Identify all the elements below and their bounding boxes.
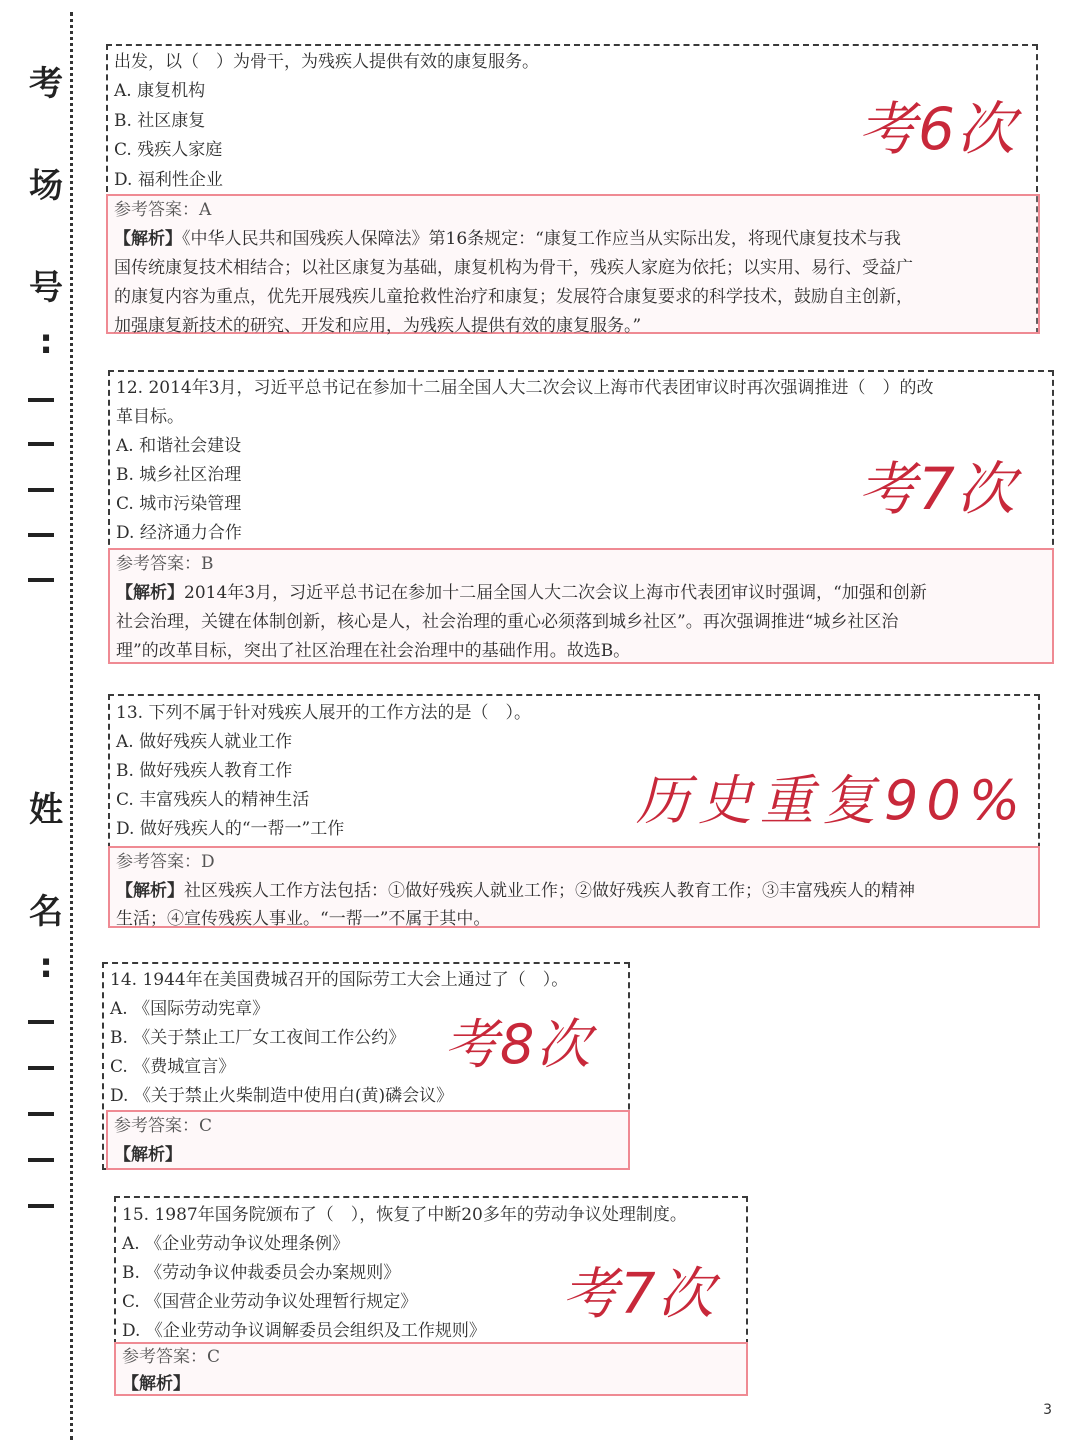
answer-box (106, 194, 1040, 334)
handwritten-note: 考8次 (444, 1013, 593, 1076)
binding-margin (0, 0, 90, 1440)
option-d: D. 《企业劳动争议调解委员会组织及工作规则》 (122, 1321, 486, 1341)
option-c: C. 《费城宣言》 (110, 1057, 236, 1077)
question-block-14 (102, 962, 630, 1170)
question-stem: 出发，以（ ）为骨干，为残疾人提供有效的康复服务。 (114, 52, 539, 72)
answer-box (108, 846, 1040, 928)
exam-room-colon: : (39, 322, 53, 362)
reference-answer: 参考答案：C (114, 1116, 213, 1136)
handwritten-note: 考6次 (858, 95, 1017, 163)
option-b: B. 社区康复 (114, 111, 206, 131)
option-c: C. 残疾人家庭 (114, 140, 223, 160)
name-blank (28, 1066, 54, 1070)
option-d: D. 做好残疾人的“一帮一”工作 (116, 819, 345, 839)
option-d: D. 经济通力合作 (116, 523, 242, 543)
option-c: C. 丰富残疾人的精神生活 (116, 790, 310, 810)
handwritten-note: 历史重复90% (636, 769, 1029, 832)
name-blank (28, 1158, 54, 1162)
exam-room-blank (28, 488, 54, 492)
analysis-text: 《中华人民共和国残疾人保障法》第16条规定：“康复工作应当从实际出发，将现代康复技术与我 (182, 229, 901, 249)
analysis-line: 生活；④宣传残疾人事业。“一帮一”不属于其中。 (116, 909, 491, 929)
analysis-line: 的康复内容为重点，优先开展残疾儿童抢救性治疗和康复；发展符合康复要求的科学技术，鼓励自主创新， (114, 287, 913, 307)
name-char-1: 姓 (29, 790, 63, 830)
question-stem: 12. 2014年3月，习近平总书记在参加十二届全国人大二次会议上海市代表团审议时再次强调推进（ ）的改 (116, 378, 934, 398)
question-block-12 (108, 370, 1054, 664)
answer-box (108, 548, 1054, 664)
page-number: 3 (1043, 1402, 1052, 1418)
question-stem: 15. 1987年国务院颁布了（ ），恢复了中断20多年的劳动争议处理制度。 (122, 1205, 687, 1225)
answer-box (114, 1342, 748, 1396)
reference-answer: 参考答案：C (122, 1347, 221, 1367)
exam-room-blank (28, 578, 54, 582)
exam-room-blank (28, 533, 54, 537)
analysis-line: 理”的改革目标，突出了社区治理在社会治理中的基础作用。故选B。 (116, 641, 631, 661)
reference-answer: 参考答案：D (116, 852, 215, 872)
exam-room-char-3: 号 (29, 268, 63, 308)
option-d: D. 福利性企业 (114, 170, 223, 190)
option-a: A. 《企业劳动争议处理条例》 (122, 1234, 350, 1254)
option-b: B. 《关于禁止工厂女工夜间工作公约》 (110, 1028, 406, 1048)
analysis-label: 【解析】 (116, 881, 184, 901)
binding-dotted-line (70, 12, 73, 1440)
option-b: B. 做好残疾人教育工作 (116, 761, 293, 781)
name-colon: : (39, 946, 53, 986)
analysis-label: 【解析】 (122, 1374, 190, 1394)
analysis-line: 社会治理，关键在体制创新，核心是人，社会治理的重心必须落到城乡社区”。再次强调推进“城乡社区治 (116, 612, 899, 632)
exam-room-blank (28, 442, 54, 446)
question-stem: 14. 1944年在美国费城召开的国际劳工大会上通过了（ ）。 (110, 970, 569, 990)
question-stem: 13. 下列不属于针对残疾人展开的工作方法的是（ ）。 (116, 703, 531, 723)
analysis-label: 【解析】 (114, 229, 182, 249)
question-block-13 (108, 694, 1040, 928)
analysis-line (114, 228, 901, 250)
option-a: A. 做好残疾人就业工作 (116, 732, 293, 752)
exam-room-char-1: 考 (29, 64, 63, 104)
answer-box (106, 1110, 630, 1170)
question-block-15 (114, 1196, 748, 1396)
analysis-line (116, 880, 915, 902)
analysis-text: 2014年3月，习近平总书记在参加十二届全国人大二次会议上海市代表团审议时强调，“加强和创新 (184, 583, 927, 603)
name-char-2: 名 (29, 892, 63, 932)
handwritten-note: 考7次 (562, 1262, 716, 1327)
name-blank (28, 1204, 54, 1208)
name-blank (28, 1020, 54, 1024)
name-blank (28, 1112, 54, 1116)
option-a: A. 康复机构 (114, 81, 206, 101)
reference-answer: 参考答案：A (114, 200, 212, 220)
analysis-line: 国传统康复技术相结合；以社区康复为基础，康复机构为骨干，残疾人家庭为依托；以实用、易行、受益广 (114, 258, 913, 278)
option-a: A. 和谐社会建设 (116, 436, 242, 456)
handwritten-note: 考7次 (858, 455, 1017, 523)
option-b: B. 城乡社区治理 (116, 465, 242, 485)
analysis-line (116, 582, 927, 604)
option-d: D. 《关于禁止火柴制造中使用白(黄)磷会议》 (110, 1086, 454, 1106)
analysis-text: 社区残疾人工作方法包括：①做好残疾人就业工作；②做好残疾人教育工作；③丰富残疾人的精神 (184, 881, 915, 901)
option-a: A. 《国际劳动宪章》 (110, 999, 270, 1019)
analysis-label: 【解析】 (114, 1145, 182, 1165)
exam-room-char-2: 场 (29, 166, 63, 206)
question-stem-cont: 革目标。 (116, 407, 184, 427)
analysis-label: 【解析】 (116, 583, 184, 603)
option-c: C. 城市污染管理 (116, 494, 242, 514)
analysis-line: 加强康复新技术的研究、开发和应用，为残疾人提供有效的康复服务。” (114, 316, 642, 336)
question-block-11 (106, 44, 1038, 334)
reference-answer: 参考答案：B (116, 554, 214, 574)
exam-room-blank (28, 398, 54, 402)
option-c: C. 《国营企业劳动争议处理暂行规定》 (122, 1292, 418, 1312)
option-b: B. 《劳动争议仲裁委员会办案规则》 (122, 1263, 401, 1283)
